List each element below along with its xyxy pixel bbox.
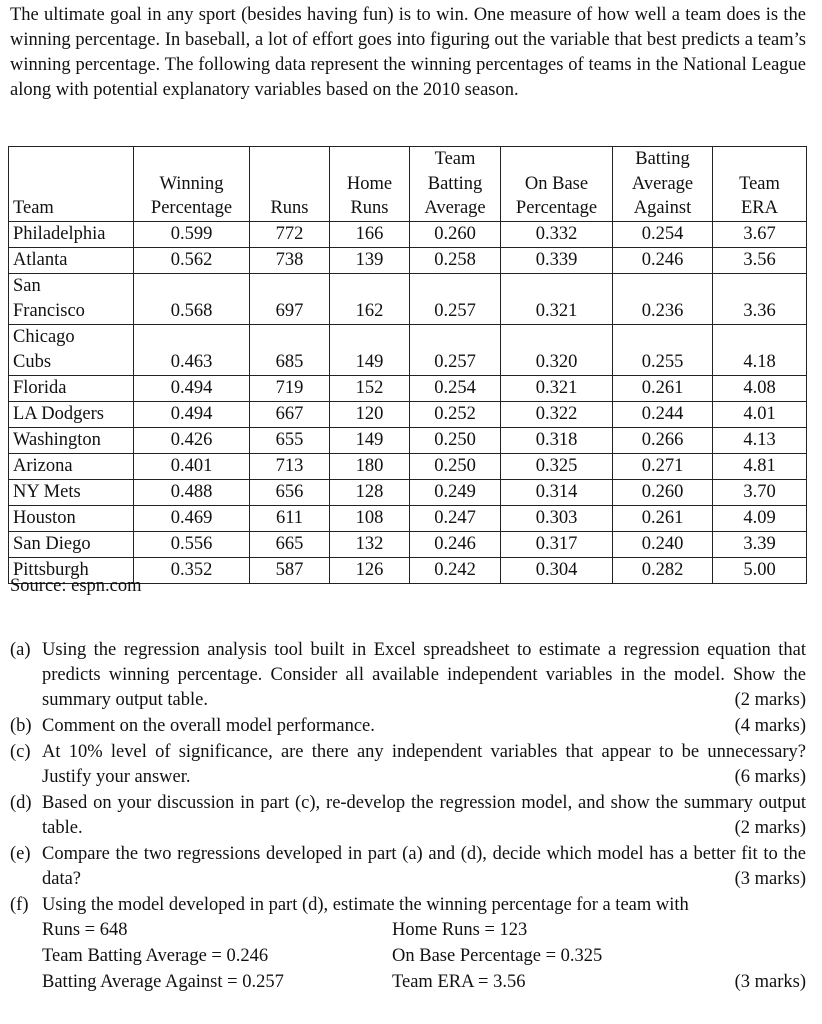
column-header <box>410 147 501 222</box>
table-cell: 3.70 <box>713 479 807 505</box>
table-cell: 0.568 <box>134 273 250 324</box>
table-cell: 4.81 <box>713 453 807 479</box>
table-cell: 0.244 <box>613 401 713 427</box>
column-header <box>501 147 613 222</box>
table-cell: 0.562 <box>134 247 250 273</box>
given-batting-average-against: Batting Average Against = 0.257 <box>42 972 284 992</box>
column-header-line: Batting <box>635 149 690 169</box>
table-cell: 4.13 <box>713 427 807 453</box>
given-team-era: Team ERA = 3.56 <box>392 972 526 992</box>
intro-paragraph: The ultimate goal in any sport (besides having fun) is to win. One measure of how well a team does is the winning percentage. In baseball, a lot of effort goes into figuring out the variable that best predicts a team’s winning percentage. The following data represent the winning percentages of teams in the National League along with potential explanatory variables based on the 2010 season. <box>10 5 806 100</box>
source-note: Source: espn.com <box>10 576 142 596</box>
column-header-line: Team <box>739 173 780 194</box>
questions-list <box>10 638 806 994</box>
column-header-line: On Base <box>524 173 589 194</box>
question-c <box>10 740 806 790</box>
table-cell: 0.494 <box>134 375 250 401</box>
table-row <box>9 531 807 557</box>
table-cell: 0.246 <box>613 247 713 273</box>
table-cell: 139 <box>330 247 410 273</box>
team-name-line: NY Mets <box>13 481 81 502</box>
question-label: (c) <box>10 742 31 762</box>
question-label: (e) <box>10 844 31 864</box>
table-cell: 0.252 <box>410 401 501 427</box>
column-header <box>250 147 330 222</box>
table-cell: 4.01 <box>713 401 807 427</box>
table-cell: 0.339 <box>501 247 613 273</box>
table-row <box>9 401 807 427</box>
column-header-line: Runs <box>270 198 309 218</box>
table-cell: 0.332 <box>501 221 613 247</box>
given-values <box>42 918 806 993</box>
table-cell: 0.426 <box>134 427 250 453</box>
table-cell: 126 <box>330 557 410 583</box>
table-cell: 0.240 <box>613 531 713 557</box>
table-cell: 655 <box>250 427 330 453</box>
table-cell: 108 <box>330 505 410 531</box>
table-cell: 697 <box>250 273 330 324</box>
team-name-line: Philadelphia <box>13 223 106 244</box>
question-text: Based on your discussion in part (c), re-develop the regression model, and show the summary output table. <box>42 793 806 838</box>
table-cell: 0.401 <box>134 453 250 479</box>
team-name-cell <box>9 375 134 401</box>
table-cell: 0.249 <box>410 479 501 505</box>
team-name-line: Cubs <box>13 351 52 372</box>
column-header-line: Team <box>434 149 476 169</box>
table-cell: 0.556 <box>134 531 250 557</box>
table-cell: 0.321 <box>501 375 613 401</box>
table-cell: 0.257 <box>410 324 501 375</box>
team-name-cell <box>9 247 134 273</box>
table-body <box>9 221 807 583</box>
table-cell: 0.254 <box>410 375 501 401</box>
table-cell: 0.314 <box>501 479 613 505</box>
team-name-line: LA Dodgers <box>13 403 104 424</box>
question-label: (d) <box>10 793 32 813</box>
question-label: (a) <box>10 640 31 660</box>
team-name-line: Pittsburgh <box>13 559 89 580</box>
table-cell: 0.247 <box>410 505 501 531</box>
table-cell: 713 <box>250 453 330 479</box>
column-header-line: ERA <box>741 198 778 218</box>
question-label: (f) <box>10 895 29 915</box>
team-name-cell <box>9 221 134 247</box>
table-cell: 0.258 <box>410 247 501 273</box>
table-cell: 0.469 <box>134 505 250 531</box>
table-cell: 0.318 <box>501 427 613 453</box>
column-header-line: Percentage <box>515 198 598 218</box>
table-cell: 152 <box>330 375 410 401</box>
given-runs: Runs = 648 <box>42 920 128 940</box>
team-name-cell <box>9 324 134 375</box>
table-cell: 128 <box>330 479 410 505</box>
team-name-cell <box>9 453 134 479</box>
table-cell: 0.317 <box>501 531 613 557</box>
table-cell: 0.320 <box>501 324 613 375</box>
table-cell: 180 <box>330 453 410 479</box>
column-header-line: Percentage <box>150 198 233 218</box>
team-name-line: Chicago <box>13 326 75 347</box>
table-cell: 3.67 <box>713 221 807 247</box>
team-name-line: Houston <box>13 507 76 528</box>
question-a <box>10 638 806 713</box>
column-header-line: Home <box>346 173 393 194</box>
question-text: Compare the two regressions developed in part (a) and (d), decide which model has a better fit to the data? <box>42 844 806 889</box>
table-cell: 0.260 <box>410 221 501 247</box>
column-header-line: Average <box>631 173 694 194</box>
table-cell: 0.325 <box>501 453 613 479</box>
team-name-cell <box>9 401 134 427</box>
table-cell: 0.463 <box>134 324 250 375</box>
team-name-line: Washington <box>13 429 101 450</box>
column-header-line: Winning <box>159 173 224 194</box>
question-f <box>10 893 806 993</box>
column-header <box>613 147 713 222</box>
question-marks: (3 marks) <box>734 972 806 992</box>
table-cell: 738 <box>250 247 330 273</box>
table-cell: 667 <box>250 401 330 427</box>
table-cell: 0.236 <box>613 273 713 324</box>
question-b <box>10 714 806 739</box>
table-cell: 0.255 <box>613 324 713 375</box>
table-cell: 162 <box>330 273 410 324</box>
table-cell: 3.39 <box>713 531 807 557</box>
team-name-cell <box>9 531 134 557</box>
question-text: Comment on the overall model performance. <box>42 716 375 736</box>
table-cell: 149 <box>330 324 410 375</box>
team-name-cell <box>9 427 134 453</box>
table-row <box>9 453 807 479</box>
table-cell: 0.257 <box>410 273 501 324</box>
table-cell: 0.488 <box>134 479 250 505</box>
table-row <box>9 505 807 531</box>
column-header-line: Runs <box>350 198 389 218</box>
table-cell: 132 <box>330 531 410 557</box>
question-text: At 10% level of significance, are there any independent variables that appear to be unnecessary? Justify your answer. <box>42 742 806 787</box>
table-header-row <box>9 147 807 222</box>
question-marks: (6 marks) <box>734 767 806 787</box>
table-cell: 0.250 <box>410 453 501 479</box>
table-row <box>9 479 807 505</box>
table-cell: 4.18 <box>713 324 807 375</box>
column-header-line: Team <box>13 198 54 218</box>
table-row <box>9 427 807 453</box>
table-cell: 0.352 <box>134 557 250 583</box>
team-name-cell <box>9 505 134 531</box>
column-header-line: Batting <box>427 173 483 194</box>
table-cell: 665 <box>250 531 330 557</box>
question-marks: (2 marks) <box>734 818 806 838</box>
question-text: Using the regression analysis tool built in Excel spreadsheet to estimate a regression equation that predicts winning percentage. Consider all available independent variables in the model. Show the summary output table. <box>42 640 806 710</box>
table-cell: 0.271 <box>613 453 713 479</box>
table-cell: 4.08 <box>713 375 807 401</box>
table-cell: 0.250 <box>410 427 501 453</box>
team-stats-table <box>8 146 807 584</box>
question-marks: (3 marks) <box>734 869 806 889</box>
table-cell: 0.260 <box>613 479 713 505</box>
table-cell: 0.303 <box>501 505 613 531</box>
table-row <box>9 324 807 375</box>
column-header <box>713 147 807 222</box>
table-cell: 0.282 <box>613 557 713 583</box>
question-marks: (4 marks) <box>734 716 806 736</box>
table-cell: 0.254 <box>613 221 713 247</box>
table-cell: 3.56 <box>713 247 807 273</box>
table-cell: 611 <box>250 505 330 531</box>
table-cell: 0.242 <box>410 557 501 583</box>
team-name-line: Arizona <box>13 455 73 476</box>
table-cell: 3.36 <box>713 273 807 324</box>
table-row <box>9 273 807 324</box>
table-cell: 719 <box>250 375 330 401</box>
table-cell: 0.246 <box>410 531 501 557</box>
team-name-line: San Diego <box>13 533 91 554</box>
team-name-line: Atlanta <box>13 249 68 270</box>
question-label: (b) <box>10 716 32 736</box>
column-header <box>9 147 134 222</box>
column-header-line: Average <box>424 198 486 218</box>
team-name-line: San <box>13 275 41 296</box>
question-marks: (2 marks) <box>734 690 806 710</box>
table-cell: 166 <box>330 221 410 247</box>
table-cell: 0.304 <box>501 557 613 583</box>
column-header <box>330 147 410 222</box>
table-cell: 0.266 <box>613 427 713 453</box>
question-text: Using the model developed in part (d), estimate the winning percentage for a team with <box>42 895 689 915</box>
given-team-batting-average: Team Batting Average = 0.246 <box>42 946 269 966</box>
table-cell: 685 <box>250 324 330 375</box>
table-cell: 0.494 <box>134 401 250 427</box>
table-row <box>9 221 807 247</box>
table-cell: 4.09 <box>713 505 807 531</box>
table-row <box>9 247 807 273</box>
table-cell: 149 <box>330 427 410 453</box>
team-name-cell <box>9 479 134 505</box>
given-on-base-percentage: On Base Percentage = 0.325 <box>392 946 603 966</box>
given-home-runs: Home Runs = 123 <box>392 920 528 940</box>
table-cell: 120 <box>330 401 410 427</box>
table-cell: 587 <box>250 557 330 583</box>
column-header-line: Against <box>633 198 692 218</box>
question-d <box>10 791 806 841</box>
table-cell: 0.321 <box>501 273 613 324</box>
table-cell: 0.322 <box>501 401 613 427</box>
team-name-line: Francisco <box>13 300 85 321</box>
table-cell: 772 <box>250 221 330 247</box>
column-header <box>134 147 250 222</box>
table-cell: 0.261 <box>613 505 713 531</box>
table-cell: 0.599 <box>134 221 250 247</box>
team-name-cell <box>9 273 134 324</box>
table-cell: 0.261 <box>613 375 713 401</box>
table-row <box>9 375 807 401</box>
table-cell: 5.00 <box>713 557 807 583</box>
team-name-line: Florida <box>13 377 67 398</box>
question-e <box>10 842 806 892</box>
table-cell: 656 <box>250 479 330 505</box>
